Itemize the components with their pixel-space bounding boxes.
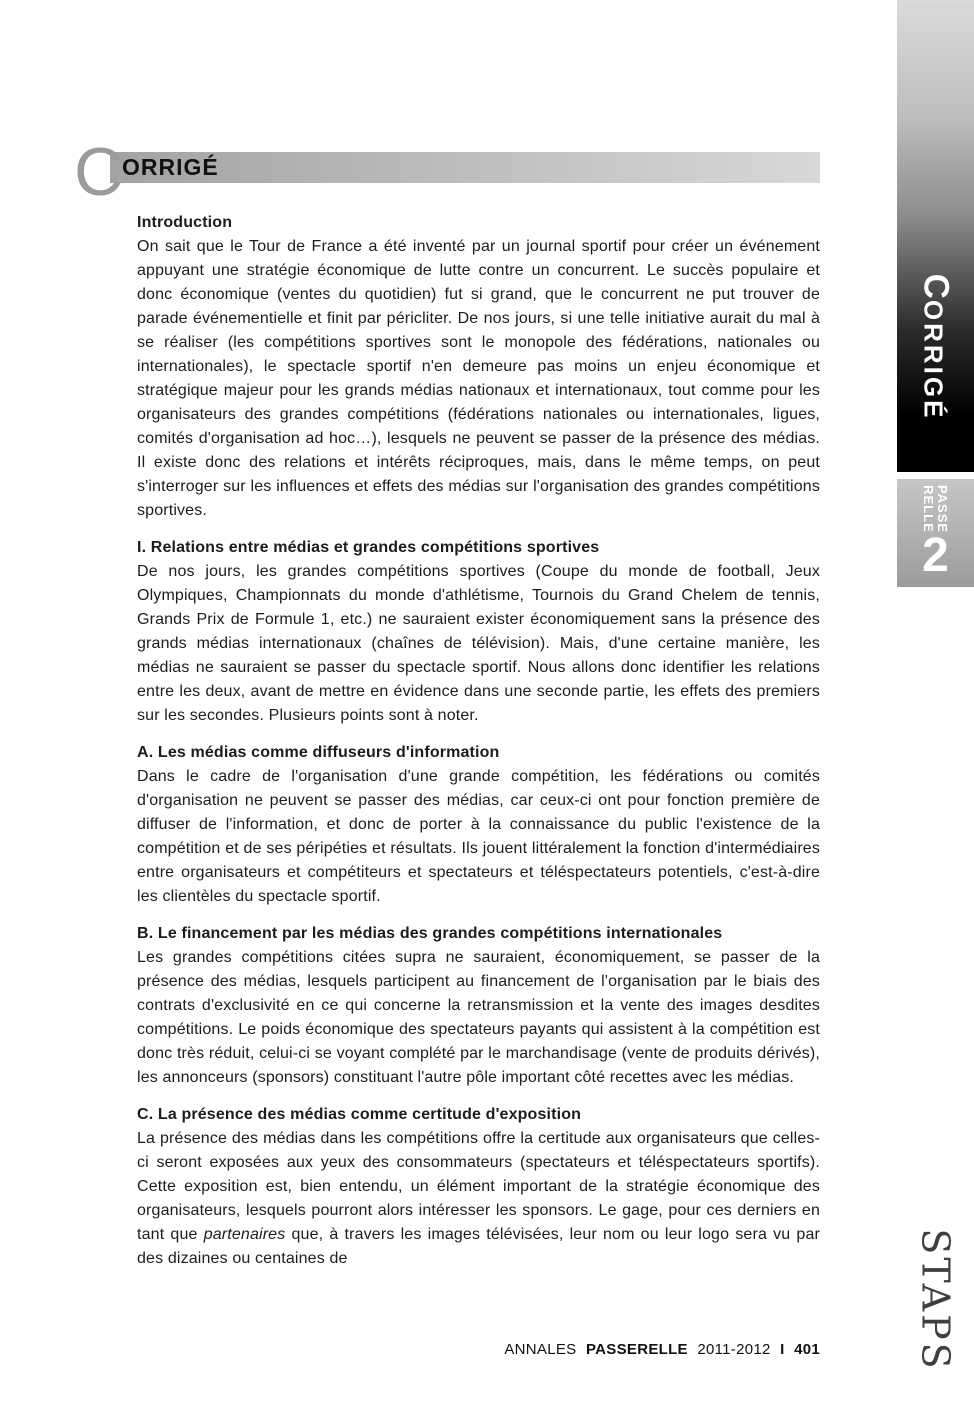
header-title: ORRIGÉ: [122, 154, 219, 180]
section-body: [137, 1127, 820, 1271]
section-introduction: [137, 211, 820, 523]
footer: [137, 1341, 820, 1358]
section-heading: B. Le financement par les médias des grandes compétitions internationales: [137, 925, 723, 942]
section-heading: C. La présence des médias comme certitude d'exposition: [137, 1106, 582, 1123]
corrige-tab-label: [916, 274, 956, 421]
footer-brand: PASSERELLE: [585, 1341, 688, 1358]
section-body: Dans le cadre de l'organisation d'une grande compétition, les fédérations ou comités d'organisation ne peuvent se passer des médias, car ceux-ci ont pour fonction première de diffuser de l'information, et donc de porter à la connaissance du public l'existence de la compétition et de ses péripéties et résultats. Ils jouent littéralement la fonction d'intermédiaires entre organisateurs et compétiteurs et spectateurs et téléspectateurs potentiels, c'est-à-dire les clientèles du spectacle sportif.: [137, 768, 820, 905]
passerelle-number: 2: [922, 529, 949, 583]
passerelle-wordmark-wrap: [897, 484, 974, 534]
passerelle-word-line2: RELLE: [921, 485, 937, 534]
content: [137, 211, 820, 1271]
footer-edition: 2011-2012: [697, 1341, 771, 1358]
italic-term: partenaires: [203, 1226, 286, 1243]
section-body: De nos jours, les grandes compétitions sportives (Coupe du monde de football, Jeux Olympiques, Championnats du monde d'athlétisme, Tournois du Grand Chelem de tennis, Grands Prix de Formule 1, etc.) ne sauraient exister économiquement sans la présence des grands médias internationaux (chaînes de télévision). Mais, d'une certaine manière, les médias ne sauraient se passer du spectacle sportif. Nous allons donc identifier les relations entre les deux, avant de mettre en évidence dans une seconde partie, les effets des premiers sur les secondes. Plusieurs points sont à noter.: [137, 563, 820, 724]
body-text-after-italic: que, à travers les images télévisées, leur nom ou leur logo sera vu par des dizaines ou centaines de: [137, 1226, 821, 1267]
section-a-diffuseurs: [137, 741, 820, 909]
footer-page-number: 401: [794, 1341, 820, 1358]
subject-text: STAPS: [913, 1227, 958, 1372]
footer-separator: I: [780, 1341, 785, 1358]
section-c-exposition: [137, 1103, 820, 1271]
section-heading: Introduction: [137, 214, 233, 231]
passerelle-badge: [897, 479, 974, 587]
body-text-before-italic: La présence des médias dans les compétitions offre la certitude aux organisateurs que celles-ci seront exposées aux yeux des consommateurs (spectateurs et téléspectateurs sportifs). Cette exposition est, bien entendu, un élément important de la stratégie économique des organisateurs, lesquels pourront alors intéresser les sponsors. Le gage, pour ces derniers en tant que: [137, 1130, 820, 1243]
section-heading: A. Les médias comme diffuseurs d'information: [137, 744, 500, 761]
header-bar: [110, 152, 820, 183]
corrige-tab-rest: ORRIGÉ: [918, 299, 949, 421]
header-initial: C: [74, 134, 124, 210]
passerelle-word-line1: PASSE: [935, 485, 951, 534]
section-body: Les grandes compétitions citées supra ne sauraient, économiquement, se passer de la présence des médias, lesquels participent au financement de l'organisation par le biais des contrats d'exclusivité en ce qui concerne la retransmission et la vente des images desdites compétitions. Le poids économique des spectateurs payants qui assistent à la compétition est donc très réduit, celui-ci se voyant complété par le marchandisage (vente de produits dérivés), les annonceurs (sponsors) constituant l'autre pôle important côté recettes avec les médias.: [137, 949, 820, 1086]
section-body: On sait que le Tour de France a été inventé par un journal sportif pour créer un événement appuyant une stratégie économique de lutte contre un concurrent. Le succès populaire et donc économique (ventes du quotidien) fut si grand, que le concurrent ne put trouver de parade événementielle et finit par péricliter. De nos jours, si une telle initiative aurait du mal à se réaliser (les compétitions sportives sont le monopole des fédérations, nationales ou internationales), le spectacle sportif n'en demeure pas moins un enjeu économique et stratégique majeur pour les grands médias nationaux et internationaux, tout comme pour les organisateurs des grandes compétitions (fédérations nationales ou internationales, ligues, comités d'organisation ad hoc…), lesquels ne peuvent se passer de la présence des médias. Il existe donc des relations et intérêts réciproques, mais, dans le même temps, on peut s'interroger sur les influences et effets des médias sur l'organisation des grandes compétitions sportives.: [137, 238, 820, 519]
subject-label: [897, 1222, 974, 1377]
corrige-tab-initial: C: [916, 273, 956, 300]
section-b-financement: [137, 922, 820, 1090]
section-heading: I. Relations entre médias et grandes compétitions sportives: [137, 539, 600, 556]
corrige-tab-label-wrap: [897, 232, 974, 462]
footer-annales: ANNALES: [504, 1341, 577, 1358]
corrige-tab: [897, 0, 974, 472]
passerelle-wordmark: [921, 485, 949, 533]
section-relations: [137, 536, 820, 728]
